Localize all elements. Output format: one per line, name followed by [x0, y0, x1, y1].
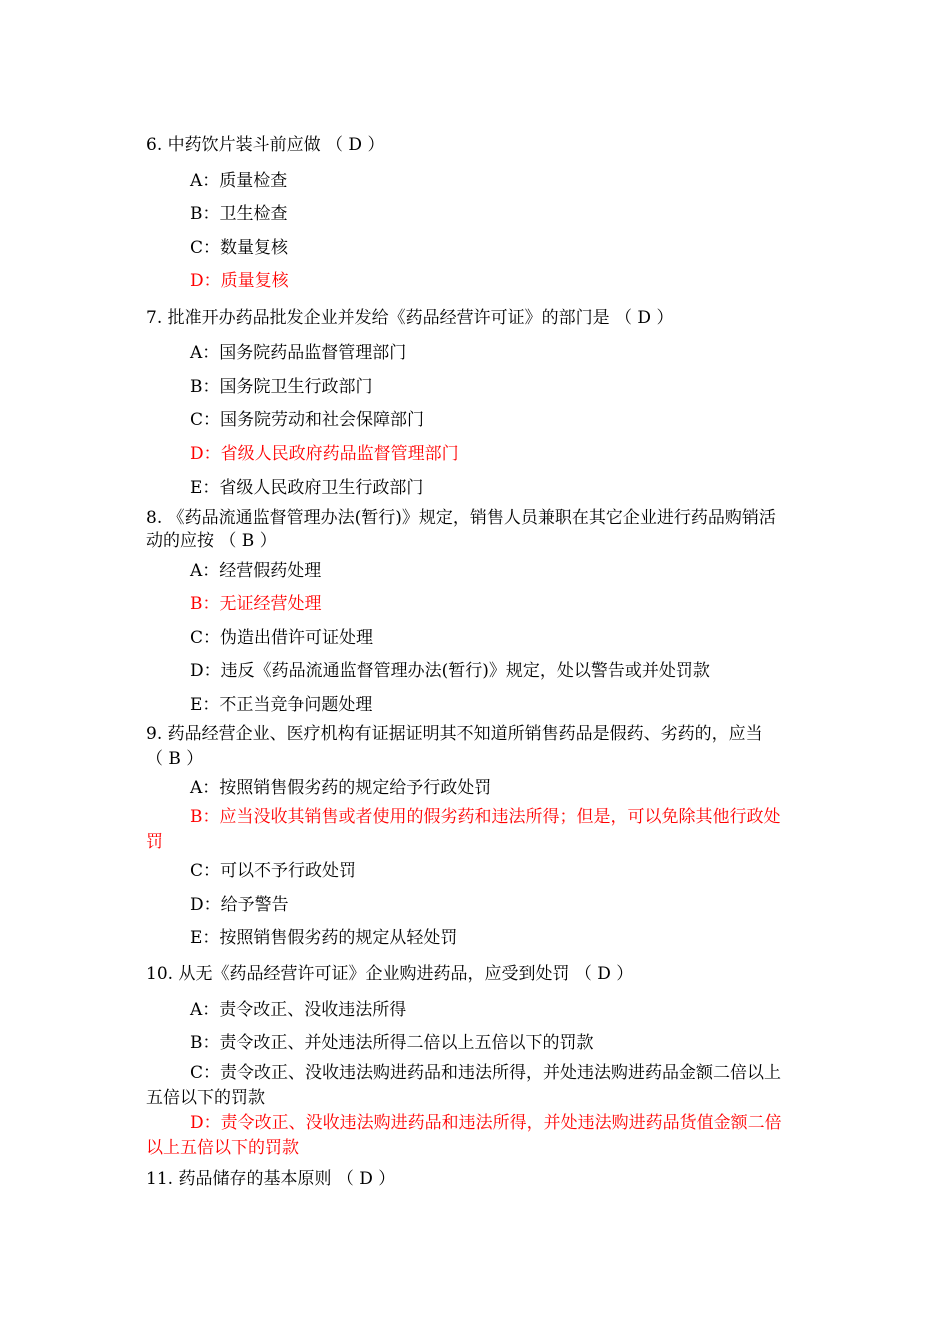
question-9-option-a: A：按照销售假劣药的规定给予行政处罚	[190, 778, 492, 798]
question-6-option-a: A：质量检查	[190, 171, 288, 191]
question-9-option-d: D：给予警告	[190, 895, 289, 915]
question-6-stem: 6. 中药饮片装斗前应做 （ D ）	[146, 135, 385, 155]
question-8-option-b-correct: B：无证经营处理	[190, 594, 322, 614]
question-8-option-d: D：违反《药品流通监督管理办法(暂行)》规定，处以警告或并处罚款	[190, 661, 710, 681]
question-7-option-a: A：国务院药品监督管理部门	[190, 343, 407, 363]
question-9-stem-line-1: 9. 药品经营企业、医疗机构有证据证明其不知道所销售药品是假药、劣药的，应当	[146, 724, 763, 744]
question-10-option-d-correct-line-1: D：责令改正、没收违法购进药品和违法所得，并处违法购进药品货值金额二倍	[190, 1113, 782, 1133]
question-9-option-b-correct-line-2: 罚	[146, 832, 163, 852]
question-8-option-c: C：伪造出借许可证处理	[190, 628, 374, 648]
question-11-stem: 11. 药品储存的基本原则 （ D ）	[146, 1169, 396, 1189]
question-8-option-e: E：不正当竞争问题处理	[190, 695, 373, 715]
question-9-option-b-correct-line-1: B：应当没收其销售或者使用的假劣药和违法所得；但是，可以免除其他行政处	[190, 807, 781, 827]
question-9-option-e: E：按照销售假劣药的规定从轻处罚	[190, 928, 458, 948]
question-8-stem-line-2: 动的应按 （ B ）	[146, 531, 277, 551]
question-8-stem-line-1: 8. 《药品流通监督管理办法(暂行)》规定，销售人员兼职在其它企业进行药品购销活	[146, 508, 776, 528]
question-6-option-d-correct: D：质量复核	[190, 271, 289, 291]
question-9-stem-line-2: （ B ）	[146, 749, 204, 769]
question-10-option-c-line-1: C：责令改正、没收违法购进药品和违法所得，并处违法购进药品金额二倍以上	[190, 1063, 782, 1083]
question-8-option-a: A：经营假药处理	[190, 561, 322, 581]
question-6-option-b: B：卫生检查	[190, 204, 288, 224]
question-10-option-c-line-2: 五倍以下的罚款	[146, 1088, 265, 1108]
question-7-option-b: B：国务院卫生行政部门	[190, 377, 373, 397]
question-7-option-d-correct: D：省级人民政府药品监督管理部门	[190, 444, 459, 464]
question-6-option-c: C：数量复核	[190, 238, 289, 258]
question-10-option-d-correct-line-2: 以上五倍以下的罚款	[146, 1138, 299, 1158]
question-10-stem: 10. 从无《药品经营许可证》企业购进药品，应受到处罚 （ D ）	[146, 964, 634, 984]
question-7-option-c: C：国务院劳动和社会保障部门	[190, 410, 425, 430]
question-10-option-b: B：责令改正、并处违法所得二倍以上五倍以下的罚款	[190, 1033, 594, 1053]
question-7-option-e: E：省级人民政府卫生行政部门	[190, 478, 424, 498]
question-7-stem: 7. 批准开办药品批发企业并发给《药品经营许可证》的部门是 （ D ）	[146, 308, 674, 328]
question-9-option-c: C：可以不予行政处罚	[190, 861, 357, 881]
question-10-option-a: A：责令改正、没收违法所得	[190, 1000, 407, 1020]
